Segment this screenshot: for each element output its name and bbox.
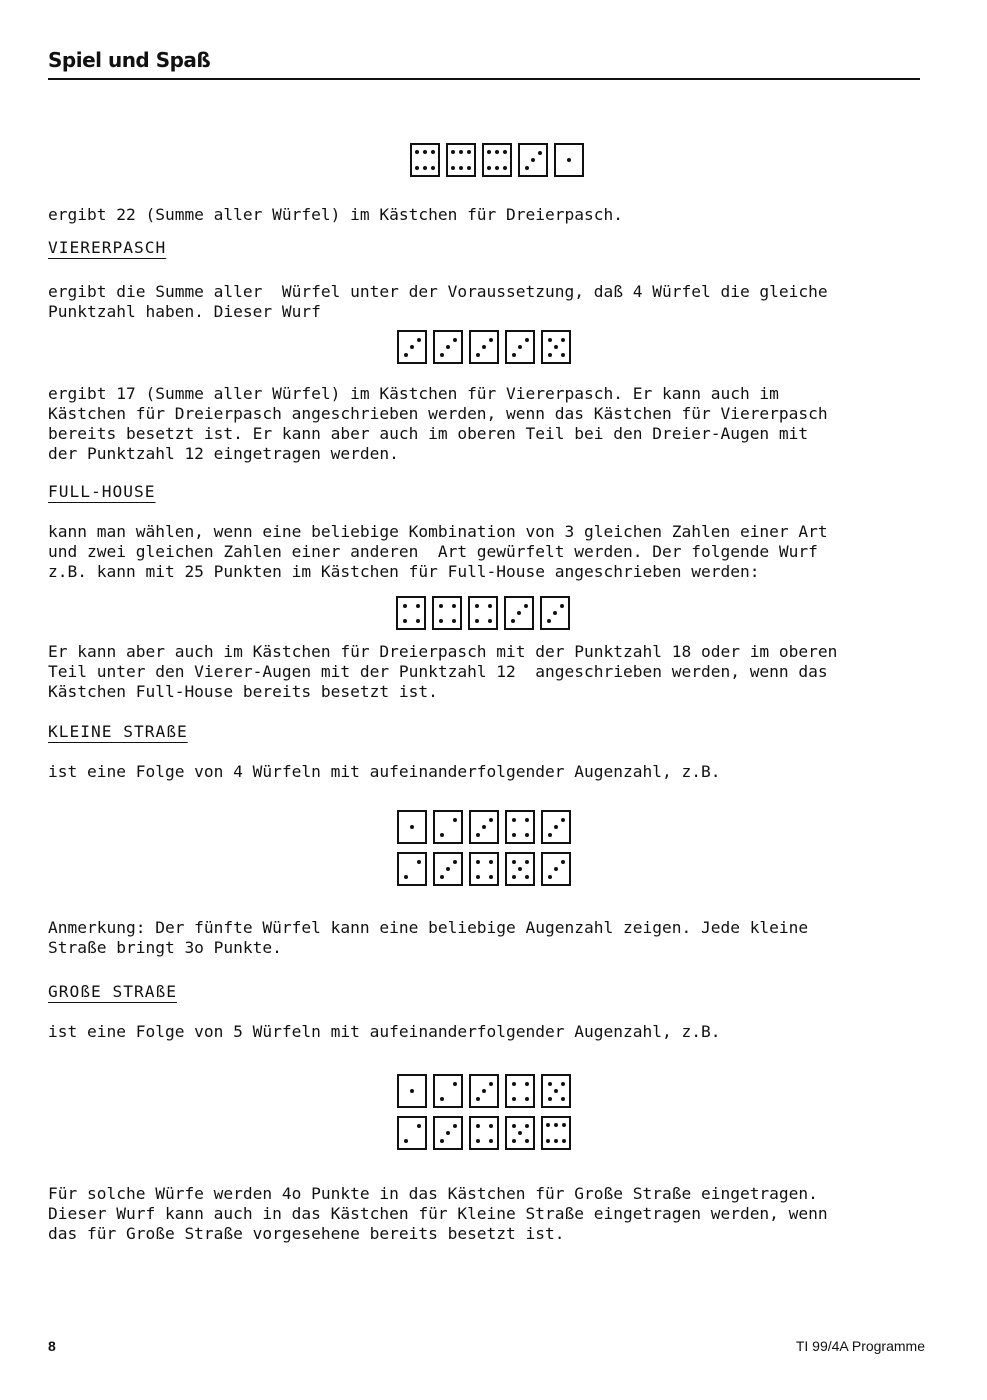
die-pip (446, 867, 450, 871)
die-pip (548, 1082, 552, 1086)
die-face-4 (505, 810, 535, 844)
die-face-4 (468, 596, 498, 630)
die-pip (562, 1123, 566, 1127)
die-pip (512, 1139, 516, 1143)
die-pip (495, 150, 499, 154)
die-pip (525, 818, 529, 822)
die-face-4 (469, 1116, 499, 1150)
die-pip (451, 150, 455, 154)
die-face-1 (397, 1074, 427, 1108)
die-pip (467, 166, 471, 170)
die-face-3 (433, 852, 463, 886)
dice-row-viererpasch (397, 330, 571, 364)
die-face-3 (518, 143, 548, 177)
die-pip (453, 338, 457, 342)
die-pip (476, 860, 480, 864)
die-pip (446, 1131, 450, 1135)
die-pip (531, 158, 535, 162)
die-pip (525, 1097, 529, 1101)
die-pip (417, 338, 421, 342)
die-pip (410, 1089, 414, 1093)
section-title: Spiel und Spaß (48, 48, 211, 72)
die-pip (489, 818, 493, 822)
die-face-6 (541, 1116, 571, 1150)
die-face-6 (482, 143, 512, 177)
die-pip (487, 150, 491, 154)
die-pip (440, 353, 444, 357)
die-face-4 (396, 596, 426, 630)
die-pip (554, 1089, 558, 1093)
die-face-5 (541, 330, 571, 364)
die-pip (440, 1139, 444, 1143)
paragraph: ergibt die Summe aller Würfel unter der Voraussetzung, daß 4 Würfel die gleiche Punktzahl haben. Dieser Wurf (48, 282, 828, 321)
die-pip (446, 345, 450, 349)
die-pip (495, 166, 499, 170)
paragraph: Er kann aber auch im Kästchen für Dreierpasch mit der Punktzahl 18 oder im oberen Teil unter den Vierer-Augen mit der Punktzahl 12 angeschrieben werden, wenn das Kästchen Full-House bereits besetzt ist. (48, 642, 838, 701)
die-pip (560, 604, 564, 608)
die-pip (467, 150, 471, 154)
die-pip (453, 1124, 457, 1128)
die-pip (489, 338, 493, 342)
die-pip (459, 150, 463, 154)
dice-row-full-house (396, 596, 570, 630)
die-face-2 (397, 852, 427, 886)
die-pip (476, 1097, 480, 1101)
die-pip (554, 825, 558, 829)
die-pip (512, 860, 516, 864)
die-pip (548, 338, 552, 342)
die-pip (512, 818, 516, 822)
die-pip (512, 1082, 516, 1086)
die-pip (554, 867, 558, 871)
die-pip (561, 818, 565, 822)
die-face-5 (505, 1116, 535, 1150)
die-pip (423, 166, 427, 170)
die-pip (475, 604, 479, 608)
die-pip (452, 619, 456, 623)
die-face-1 (397, 810, 427, 844)
die-pip (403, 619, 407, 623)
die-pip (476, 353, 480, 357)
die-pip (546, 1123, 550, 1127)
heading-grosse-strasse: GROßE STRAßE (48, 982, 177, 1001)
die-pip (503, 166, 507, 170)
paragraph: ist eine Folge von 5 Würfeln mit aufeinanderfolgender Augenzahl, z.B. (48, 1022, 721, 1041)
die-pip (489, 1124, 493, 1128)
die-face-3 (541, 852, 571, 886)
die-pip (453, 860, 457, 864)
page-header (48, 46, 920, 80)
die-pip (417, 860, 421, 864)
die-pip (489, 860, 493, 864)
die-pip (561, 1097, 565, 1101)
die-pip (512, 833, 516, 837)
die-pip (503, 150, 507, 154)
heading-kleine-strasse: KLEINE STRAßE (48, 722, 188, 741)
die-pip (475, 619, 479, 623)
die-pip (548, 1097, 552, 1101)
die-pip (488, 604, 492, 608)
dice-row-grosse-strasse-2 (397, 1116, 571, 1150)
die-pip (546, 1139, 550, 1143)
die-pip (548, 833, 552, 837)
die-face-5 (505, 852, 535, 886)
die-face-3 (504, 596, 534, 630)
die-pip (525, 875, 529, 879)
die-pip (489, 875, 493, 879)
die-pip (561, 338, 565, 342)
die-pip (554, 1123, 558, 1127)
dice-row-grosse-strasse-1 (397, 1074, 571, 1108)
die-pip (517, 611, 521, 615)
die-pip (518, 345, 522, 349)
die-pip (511, 619, 515, 623)
die-face-4 (505, 1074, 535, 1108)
paragraph: kann man wählen, wenn eine beliebige Kombination von 3 gleichen Zahlen einer Art und zwei gleichen Zahlen einer anderen Art gewürfelt werden. Der folgende Wurf z.B. kann mit 25 Punkten im Kästchen für Full-House angeschrieben werden: (48, 522, 828, 581)
die-pip (440, 833, 444, 837)
paragraph: ergibt 22 (Summe aller Würfel) im Kästchen für Dreierpasch. (48, 205, 623, 224)
die-face-2 (433, 810, 463, 844)
die-pip (518, 867, 522, 871)
die-pip (416, 619, 420, 623)
die-pip (453, 818, 457, 822)
heading-viererpasch: VIERERPASCH (48, 238, 167, 257)
die-face-1 (554, 143, 584, 177)
die-pip (518, 1131, 522, 1135)
die-pip (476, 1124, 480, 1128)
die-pip (489, 1139, 493, 1143)
die-pip (403, 604, 407, 608)
die-pip (482, 345, 486, 349)
die-face-6 (446, 143, 476, 177)
die-pip (476, 875, 480, 879)
die-pip (553, 611, 557, 615)
die-pip (476, 833, 480, 837)
die-pip (525, 166, 529, 170)
die-pip (459, 166, 463, 170)
paragraph: ist eine Folge von 4 Würfeln mit aufeinanderfolgender Augenzahl, z.B. (48, 762, 721, 781)
die-pip (452, 604, 456, 608)
die-pip (431, 166, 435, 170)
die-pip (415, 166, 419, 170)
die-pip (404, 353, 408, 357)
dice-row-kleine-strasse-2 (397, 852, 571, 886)
die-pip (538, 151, 542, 155)
die-pip (423, 150, 427, 154)
die-pip (562, 1139, 566, 1143)
die-face-4 (469, 852, 499, 886)
die-face-3 (541, 810, 571, 844)
die-pip (482, 1089, 486, 1093)
die-pip (489, 1082, 493, 1086)
die-pip (417, 1124, 421, 1128)
die-pip (554, 345, 558, 349)
die-pip (404, 1139, 408, 1143)
die-pip (561, 353, 565, 357)
die-face-2 (433, 1074, 463, 1108)
die-face-3 (433, 1116, 463, 1150)
die-pip (524, 604, 528, 608)
die-face-2 (397, 1116, 427, 1150)
paragraph: ergibt 17 (Summe aller Würfel) im Kästchen für Viererpasch. Er kann auch im Kästchen für Dreierpasch angeschrieben werden, wenn das Kästchen für Viererpasch bereits besetzt ist. Er kann aber auch im oberen Teil bei den Dreier-Augen mit der Punktzahl 12 eingetragen werden. (48, 384, 828, 463)
heading-full-house: FULL-HOUSE (48, 482, 156, 501)
die-face-4 (432, 596, 462, 630)
die-pip (561, 1082, 565, 1086)
die-pip (439, 619, 443, 623)
die-pip (547, 619, 551, 623)
die-pip (512, 1124, 516, 1128)
die-pip (554, 1139, 558, 1143)
die-face-3 (397, 330, 427, 364)
die-pip (404, 875, 408, 879)
die-face-3 (433, 330, 463, 364)
paragraph: Für solche Würfe werden 4o Punkte in das Kästchen für Große Straße eingetragen. Dieser Wurf kann auch in das Kästchen für Kleine Straße eingetragen werden, wenn das für Große Straße vorgesehene bereits besetzt ist. (48, 1184, 828, 1243)
die-pip (525, 1139, 529, 1143)
die-pip (410, 825, 414, 829)
book-title: TI 99/4A Programme (795, 1338, 925, 1354)
die-face-3 (540, 596, 570, 630)
die-pip (487, 166, 491, 170)
die-pip (525, 860, 529, 864)
die-pip (482, 825, 486, 829)
die-pip (548, 875, 552, 879)
die-pip (525, 833, 529, 837)
die-face-3 (469, 330, 499, 364)
die-pip (488, 619, 492, 623)
die-pip (416, 604, 420, 608)
die-pip (512, 353, 516, 357)
die-pip (525, 338, 529, 342)
die-pip (440, 1097, 444, 1101)
die-pip (548, 353, 552, 357)
paragraph: Anmerkung: Der fünfte Würfel kann eine beliebige Augenzahl zeigen. Jede kleine Straße bringt 3o Punkte. (48, 918, 809, 957)
die-pip (512, 1097, 516, 1101)
die-pip (567, 158, 571, 162)
die-pip (415, 150, 419, 154)
die-pip (410, 345, 414, 349)
die-pip (525, 1124, 529, 1128)
die-pip (453, 1082, 457, 1086)
die-face-3 (469, 810, 499, 844)
dice-row-kleine-strasse-1 (397, 810, 571, 844)
die-face-3 (469, 1074, 499, 1108)
die-pip (476, 1139, 480, 1143)
die-pip (440, 875, 444, 879)
page-number: 8 (48, 1338, 56, 1354)
dice-row-dreierpasch (410, 143, 584, 177)
die-pip (451, 166, 455, 170)
die-pip (431, 150, 435, 154)
die-face-5 (541, 1074, 571, 1108)
die-pip (525, 1082, 529, 1086)
die-pip (439, 604, 443, 608)
die-face-3 (505, 330, 535, 364)
die-pip (512, 875, 516, 879)
die-face-6 (410, 143, 440, 177)
die-pip (561, 860, 565, 864)
